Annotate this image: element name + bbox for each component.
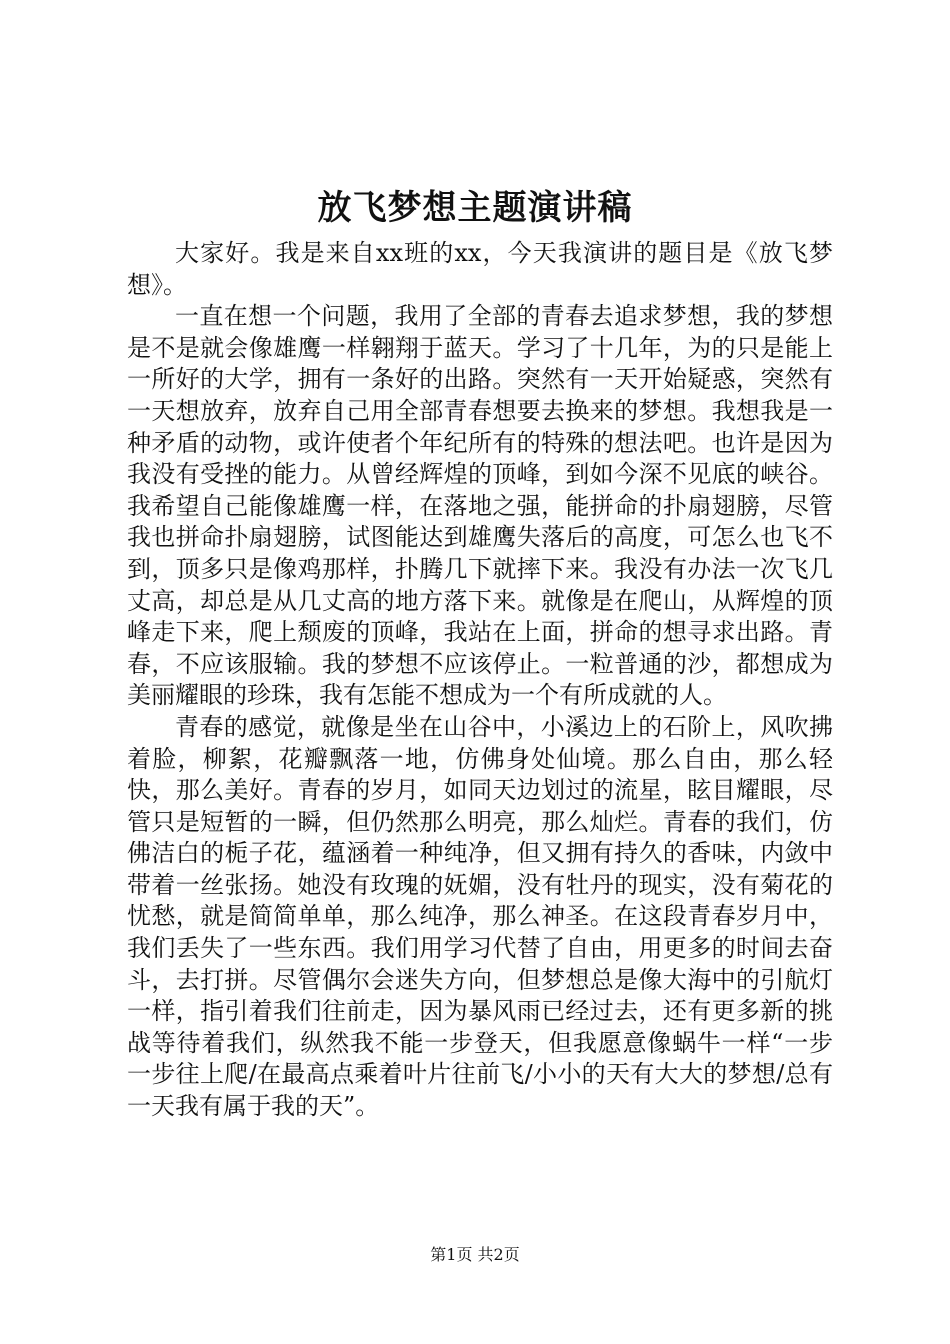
- paragraph-greeting: 大家好。我是来自xx班的xx，今天我演讲的题目是《放飞梦想》。: [127, 239, 833, 299]
- document-title: 放飞梦想主题演讲稿: [317, 188, 633, 228]
- document-body: [127, 238, 833, 1123]
- paragraph-youth-feeling: 青春的感觉，就像是坐在山谷中，小溪边上的石阶上，风吹拂着脸，柳絮，花瓣飘落一地，仿佛身处仙境。那么自由，那么轻快，那么美好。青春的岁月，如同天边划过的流星，眩目耀眼，尽管只是短暂的一瞬，但仍然那么明亮，那么灿烂。青春的我们，仿佛洁白的栀子花，蕴涵着一种纯净，但又拥有持久的香味，内敛中带着一丝张扬。她没有玫瑰的妩媚，没有牡丹的现实，没有菊花的忧愁，就是简简单单，那么纯净，那么神圣。在这段青春岁月中，我们丢失了一些东西。我们用学习代替了自由，用更多的时间去奋斗，去打拼。尽管偶尔会迷失方向，但梦想总是像大海中的引航灯一样，指引着我们往前走，因为暴风雨已经过去，还有更多新的挑战等待着我们，纵然我不能一步登天，但我愿意像蜗牛一样“一步一步往上爬/在最高点乘着叶片往前飞/小小的天有大大的梦想/总有一天我有属于我的天”。: [127, 712, 833, 1121]
- page-number-footer: 第1页 共2页: [430, 1245, 520, 1264]
- paragraph-dream-question: 一直在想一个问题，我用了全部的青春去追求梦想，我的梦想是不是就会像雄鹰一样翱翔于蓝天。学习了十几年，为的只是能上一所好的大学，拥有一条好的出路。突然有一天开始疑惑，突然有一天想放弃，放弃自己用全部青春想要去换来的梦想。我想我是一种矛盾的动物，或许使者个年纪所有的特殊的想法吧。也许是因为我没有受挫的能力。从曾经辉煌的顶峰，到如今深不见底的峡谷。我希望自己能像雄鹰一样，在落地之强，能拼命的扑扇翅膀，尽管我也拼命扑扇翅膀，试图能达到雄鹰失落后的高度，可怎么也飞不到，顶多只是像鸡那样，扑腾几下就摔下来。我没有办法一次飞几丈高，却总是从几丈高的地方落下来。就像是在爬山，从辉煌的顶峰走下来，爬上颓废的顶峰，我站在上面，拼命的想寻求出路。青春，不应该服输。我的梦想不应该停止。一粒普通的沙，都想成为美丽耀眼的珍珠，我有怎能不想成为一个有所成就的人。: [127, 302, 833, 710]
